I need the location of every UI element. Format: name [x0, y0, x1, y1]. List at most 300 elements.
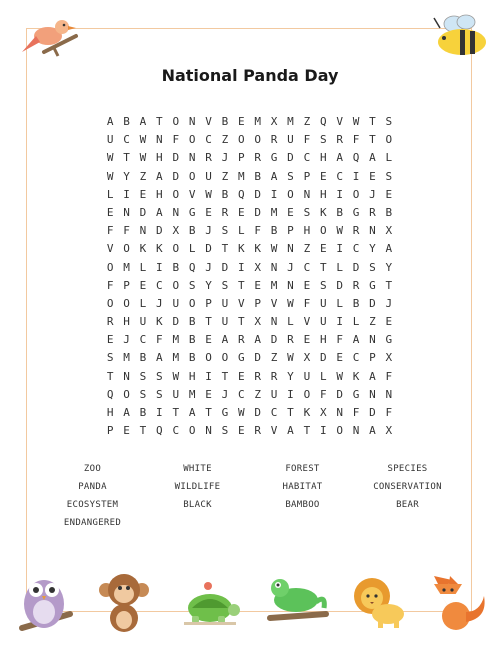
grid-letter: W [352, 115, 360, 128]
grid-letter: S [319, 278, 327, 292]
grid-letter: S [369, 260, 376, 274]
grid-letter: Q [319, 115, 327, 128]
grid-letter: O [352, 187, 360, 201]
grid-letter: E [139, 278, 147, 292]
grid-letter: F [156, 333, 163, 347]
grid-letter: I [123, 187, 130, 201]
grid-letter: F [172, 133, 180, 147]
grid-letter: E [139, 187, 147, 201]
grid-letter: T [123, 151, 130, 165]
grid-letter: E [319, 242, 327, 256]
grid-letter: X [385, 224, 393, 238]
grid-letter: M [123, 351, 130, 365]
grid-letter: U [221, 315, 229, 329]
grid-letter: C [270, 406, 278, 419]
grid-letter: X [172, 224, 180, 238]
grid-letter: W [205, 187, 212, 201]
word-list-item: FOREST [285, 464, 320, 474]
grid-letter: N [369, 333, 376, 347]
grid-letter: L [336, 260, 343, 274]
word-list-item: SPECIES [387, 464, 428, 474]
grid-letter: T [369, 115, 376, 128]
grid-letter: Q [188, 260, 196, 274]
grid-letter: W [270, 242, 278, 256]
grid-letter: P [106, 424, 114, 438]
grid-letter: W [336, 224, 343, 238]
grid-letter: N [172, 205, 180, 219]
grid-letter: I [287, 387, 294, 401]
grid-letter: K [303, 406, 311, 419]
grid-letter: K [352, 369, 360, 383]
grid-letter: R [254, 424, 262, 438]
grid-letter: H [106, 406, 114, 419]
grid-letter: E [238, 369, 245, 383]
letter-grid [102, 113, 397, 440]
grid-letter: T [221, 369, 229, 383]
grid-letter: E [303, 278, 311, 292]
grid-letter: M [270, 278, 278, 292]
grid-letter: B [221, 115, 229, 128]
grid-letter: A [336, 151, 343, 165]
grid-letter: K [254, 242, 262, 256]
grid-letter: R [238, 333, 245, 347]
owl-icon [14, 566, 76, 638]
grid-letter: R [205, 151, 212, 165]
grid-letter: G [352, 205, 360, 219]
grid-letter: K [238, 242, 245, 256]
grid-letter: V [303, 315, 311, 329]
grid-letter: H [123, 315, 130, 329]
grid-letter: C [156, 278, 163, 292]
grid-letter: W [139, 133, 147, 147]
grid-letter: E [287, 205, 294, 219]
grid-letter: E [303, 333, 311, 347]
grid-letter: O [123, 242, 130, 256]
grid-letter: B [336, 205, 343, 219]
grid-letter: T [385, 278, 393, 292]
grid-letter: N [287, 242, 294, 256]
grid-letter: I [156, 406, 163, 419]
bird-icon [14, 12, 80, 68]
grid-letter: L [385, 151, 393, 165]
grid-letter: E [238, 424, 245, 438]
grid-letter: I [336, 187, 343, 201]
grid-letter: O [336, 424, 343, 438]
word-list-item: BLACK [183, 500, 212, 510]
grid-letter: R [352, 278, 360, 292]
grid-letter: F [385, 406, 393, 419]
grid-letter: T [156, 115, 163, 128]
grid-letter: O [319, 224, 327, 238]
grid-letter: U [221, 296, 229, 310]
grid-letter: F [106, 224, 114, 238]
grid-letter: E [369, 169, 376, 183]
grid-letter: B [188, 351, 196, 365]
grid-letter: A [156, 169, 163, 183]
grid-letter: C [352, 242, 360, 256]
grid-letter: O [385, 133, 393, 147]
grid-letter: N [287, 278, 294, 292]
grid-letter: F [106, 278, 114, 292]
grid-letter: P [205, 296, 212, 310]
grid-letter: S [139, 369, 147, 383]
grid-letter: C [303, 151, 311, 165]
grid-letter: P [287, 224, 294, 238]
grid-letter: N [205, 424, 212, 438]
grid-letter: J [123, 333, 130, 347]
grid-letter: O [254, 133, 262, 147]
grid-letter: N [156, 133, 163, 147]
grid-letter: O [172, 187, 180, 201]
grid-letter: A [385, 242, 393, 256]
grid-letter: H [188, 369, 196, 383]
grid-letter: N [270, 260, 278, 274]
grid-letter: J [156, 296, 163, 310]
grid-letter: E [254, 278, 262, 292]
grid-letter: W [172, 369, 180, 383]
grid-letter: X [254, 315, 262, 329]
grid-letter: L [319, 369, 327, 383]
grid-letter: S [221, 424, 229, 438]
grid-letter: Z [221, 133, 229, 147]
grid-letter: D [336, 387, 343, 401]
grid-letter: O [106, 296, 114, 310]
grid-letter: W [106, 151, 114, 165]
grid-letter: L [287, 315, 294, 329]
grid-letter: Z [254, 387, 262, 401]
grid-letter: D [287, 151, 294, 165]
grid-letter: M [287, 115, 294, 128]
grid-letter: W [336, 369, 343, 383]
grid-letter: U [172, 296, 180, 310]
grid-letter: B [123, 115, 130, 128]
grid-letter: I [156, 260, 163, 274]
grid-letter: T [369, 133, 376, 147]
grid-letter: V [270, 424, 278, 438]
grid-letter: B [172, 260, 180, 274]
grid-letter: O [221, 351, 229, 365]
grid-letter: U [139, 315, 147, 329]
grid-letter: N [123, 369, 130, 383]
grid-letter: E [123, 424, 130, 438]
grid-letter: W [287, 296, 294, 310]
grid-letter: V [336, 115, 343, 128]
grid-letter: M [172, 351, 180, 365]
grid-letter: H [319, 151, 327, 165]
grid-letter: P [303, 169, 311, 183]
grid-letter: I [336, 315, 343, 329]
grid-letter: A [254, 333, 262, 347]
grid-letter: K [139, 242, 147, 256]
word-list-item: ZOO [83, 464, 102, 474]
grid-letter: X [385, 351, 393, 365]
grid-letter: B [221, 187, 229, 201]
grid-letter: X [385, 424, 393, 438]
grid-letter: O [238, 133, 245, 147]
grid-letter: A [156, 205, 163, 219]
grid-letter: T [319, 260, 327, 274]
grid-letter: S [139, 387, 147, 401]
grid-letter: C [352, 351, 360, 365]
grid-letter: S [221, 278, 229, 292]
grid-letter: Q [352, 151, 360, 165]
grid-letter: I [205, 369, 212, 383]
grid-letter: Z [303, 115, 311, 128]
grid-letter: Z [139, 169, 147, 183]
grid-letter: U [319, 296, 327, 310]
grid-letter: C [303, 260, 311, 274]
grid-letter: I [319, 424, 327, 438]
grid-letter: T [303, 424, 311, 438]
grid-letter: F [352, 133, 360, 147]
turtle-icon [178, 576, 242, 626]
grid-letter: D [156, 224, 163, 238]
grid-letter: E [319, 169, 327, 183]
grid-letter: E [385, 187, 393, 201]
grid-letter: B [139, 351, 147, 365]
grid-letter: R [270, 369, 278, 383]
grid-letter: D [254, 187, 262, 201]
grid-letter: D [172, 315, 180, 329]
word-list-item: ECOSYSTEM [66, 500, 119, 510]
word-list-item: WILDLIFE [174, 482, 221, 492]
grid-letter: O [123, 387, 130, 401]
word-list-item: BEAR [396, 500, 419, 510]
grid-letter: T [238, 315, 245, 329]
grid-letter: V [205, 115, 212, 128]
grid-letter: B [188, 224, 196, 238]
grid-letter: A [156, 351, 163, 365]
grid-letter: V [270, 296, 278, 310]
grid-letter: D [319, 351, 327, 365]
grid-letter: R [221, 205, 229, 219]
grid-letter: Y [369, 242, 376, 256]
grid-letter: R [352, 224, 360, 238]
grid-letter: L [106, 187, 114, 201]
grid-letter: F [352, 406, 360, 419]
grid-letter: P [238, 151, 245, 165]
grid-letter: B [270, 224, 278, 238]
grid-letter: X [254, 260, 262, 274]
grid-letter: B [188, 315, 196, 329]
grid-letter: B [139, 406, 147, 419]
grid-letter: F [303, 296, 311, 310]
grid-letter: Y [385, 260, 393, 274]
monkey-icon [96, 572, 152, 634]
grid-letter: B [385, 205, 393, 219]
grid-letter: N [188, 151, 196, 165]
lion-icon [348, 574, 408, 630]
grid-letter: S [385, 169, 393, 183]
grid-letter: D [369, 406, 376, 419]
grid-letter: Z [221, 169, 229, 183]
grid-letter: C [205, 133, 212, 147]
grid-letter: F [385, 369, 393, 383]
grid-letter: A [188, 406, 196, 419]
grid-letter: J [221, 151, 229, 165]
grid-letter: K [319, 205, 327, 219]
grid-letter: E [205, 333, 212, 347]
grid-letter: O [123, 296, 130, 310]
grid-letter: N [139, 224, 147, 238]
grid-letter: V [188, 187, 196, 201]
grid-letter: G [188, 205, 196, 219]
grid-letter: U [106, 133, 114, 147]
grid-letter: E [106, 333, 114, 347]
grid-letter: P [369, 351, 376, 365]
grid-letter: F [319, 387, 327, 401]
grid-letter: F [254, 224, 262, 238]
grid-letter: G [352, 387, 360, 401]
grid-letter: S [106, 351, 114, 365]
grid-letter: F [303, 133, 311, 147]
grid-letter: M [188, 387, 196, 401]
grid-letter: L [336, 296, 343, 310]
grid-letter: B [188, 333, 196, 347]
grid-letter: O [303, 387, 311, 401]
grid-letter: W [139, 151, 147, 165]
grid-letter: U [205, 169, 212, 183]
grid-letter: K [156, 242, 163, 256]
grid-letter: M [270, 205, 278, 219]
grid-letter: Y [123, 169, 130, 183]
grid-letter: L [139, 260, 147, 274]
grid-letter: A [221, 333, 229, 347]
grid-letter: M [172, 333, 180, 347]
grid-letter: Q [156, 424, 163, 438]
grid-letter: J [221, 387, 229, 401]
grid-letter: N [385, 387, 393, 401]
grid-letter: Z [270, 351, 278, 365]
grid-letter: X [270, 115, 278, 128]
grid-letter: N [352, 424, 360, 438]
word-list-item: WHITE [183, 464, 212, 474]
grid-letter: C [139, 333, 147, 347]
grid-letter: A [106, 115, 114, 128]
grid-letter: J [205, 224, 212, 238]
grid-letter: S [156, 369, 163, 383]
grid-letter: O [172, 115, 180, 128]
grid-letter: A [123, 406, 130, 419]
grid-letter: W [238, 406, 245, 419]
grid-letter: E [205, 205, 212, 219]
grid-letter: C [172, 424, 180, 438]
grid-letter: T [205, 315, 212, 329]
grid-letter: A [369, 369, 376, 383]
grid-letter: T [172, 406, 180, 419]
grid-letter: D [205, 242, 212, 256]
grid-letter: Q [238, 187, 245, 201]
word-list-item: ENDANGERED [63, 518, 122, 528]
grid-letter: H [156, 151, 163, 165]
grid-letter: O [188, 424, 196, 438]
grid-letter: D [254, 351, 262, 365]
grid-letter: N [336, 406, 343, 419]
word-list [40, 460, 460, 532]
grid-letter: H [303, 224, 311, 238]
grid-letter: U [319, 315, 327, 329]
grid-letter: G [369, 278, 376, 292]
grid-letter: R [254, 151, 262, 165]
bee-icon [428, 10, 492, 60]
page-title: National Panda Day [161, 66, 339, 85]
grid-letter: D [139, 205, 147, 219]
grid-letter: G [221, 406, 229, 419]
grid-letter: Q [106, 387, 114, 401]
grid-letter: D [172, 151, 180, 165]
lizard-icon [266, 574, 330, 626]
grid-letter: D [254, 205, 262, 219]
grid-letter: V [106, 242, 114, 256]
grid-letter: R [270, 133, 278, 147]
grid-letter: R [369, 205, 376, 219]
grid-letter: O [188, 296, 196, 310]
grid-letter: N [188, 115, 196, 128]
grid-letter: L [238, 224, 245, 238]
grid-letter: E [238, 205, 245, 219]
grid-letter: O [106, 260, 114, 274]
grid-letter: D [172, 169, 180, 183]
grid-letter: O [188, 169, 196, 183]
grid-letter: C [238, 387, 245, 401]
grid-letter: N [270, 315, 278, 329]
grid-letter: Z [303, 242, 311, 256]
grid-letter: Y [287, 369, 294, 383]
fox-icon [426, 566, 490, 632]
grid-letter: N [303, 187, 311, 201]
grid-letter: P [254, 296, 262, 310]
grid-letter: H [156, 187, 163, 201]
grid-letter: E [205, 387, 212, 401]
grid-letter: S [156, 387, 163, 401]
grid-letter: L [352, 315, 360, 329]
grid-letter: E [238, 115, 245, 128]
grid-letter: D [270, 333, 278, 347]
grid-letter: E [106, 205, 114, 219]
grid-letter: E [385, 315, 393, 329]
grid-letter: J [385, 296, 393, 310]
grid-letter: N [369, 387, 376, 401]
grid-letter: K [156, 315, 163, 329]
grid-letter: A [369, 424, 376, 438]
grid-letter: A [287, 424, 294, 438]
grid-letter: D [221, 260, 229, 274]
grid-letter: P [123, 278, 130, 292]
grid-letter: A [352, 333, 360, 347]
grid-letter: T [106, 369, 114, 383]
grid-letter: B [254, 169, 262, 183]
grid-letter: L [188, 242, 196, 256]
grid-letter: M [123, 260, 130, 274]
grid-letter: I [336, 242, 343, 256]
grid-letter: J [287, 260, 294, 274]
grid-letter: G [385, 333, 393, 347]
grid-letter: E [336, 351, 343, 365]
grid-letter: A [270, 169, 278, 183]
grid-letter: S [303, 205, 311, 219]
grid-letter: R [106, 315, 114, 329]
grid-letter: C [123, 133, 130, 147]
grid-letter: S [188, 278, 196, 292]
grid-letter: Z [369, 315, 376, 329]
grid-letter: U [287, 133, 294, 147]
grid-letter: N [369, 224, 376, 238]
grid-letter: M [254, 115, 262, 128]
grid-letter: C [336, 169, 343, 183]
grid-letter: T [205, 406, 212, 419]
grid-letter: O [287, 187, 294, 201]
word-list-item: PANDA [78, 482, 107, 492]
